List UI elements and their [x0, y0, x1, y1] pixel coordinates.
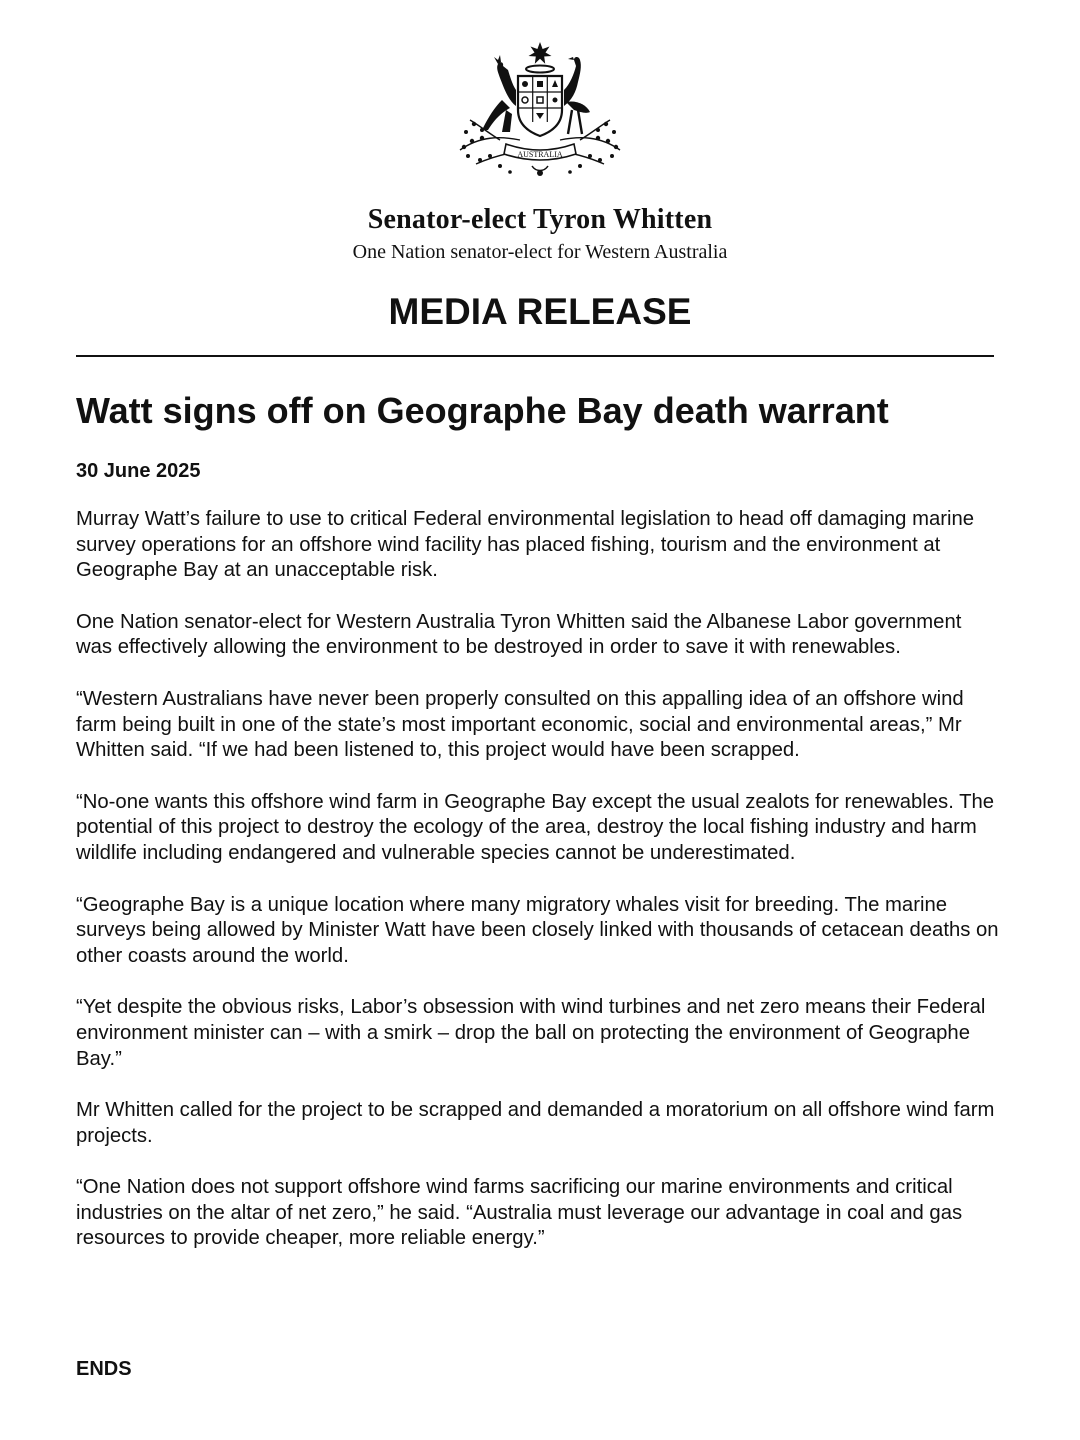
svg-text:AUSTRALIA: AUSTRALIA [517, 150, 563, 159]
body-paragraph: Murray Watt’s failure to use to critical Federal environmental legislation to head off damaging marine survey operations for an offshore wind facility has placed fishing, tourism and the environment at Geographe Bay at an unacceptable risk. [76, 508, 975, 582]
senator-role: One Nation senator-elect for Western Australia [352, 241, 728, 263]
body-text [76, 507, 1001, 1278]
body-paragraph: “Yet despite the obvious risks, Labor’s obsession with wind turbines and net zero means their Federal environment minister can – with a smirk – drop the ball on protecting the environment of Geographe Bay.” [76, 996, 986, 1070]
body-paragraph: “Geographe Bay is a unique location where many migratory whales visit for breeding. The marine surveys being allowed by Minister Watt have been closely linked with thousands of cetacean deaths on other coasts around the world. [76, 893, 999, 967]
body-paragraph: One Nation senator-elect for Western Australia Tyron Whitten said the Albanese Labor government was effectively allowing the environment to be destroyed in order to save it with renewables. [76, 610, 962, 659]
release-date: 30 June 2025 [76, 460, 201, 482]
body-paragraph: “No-one wants this offshore wind farm in Geographe Bay except the usual zealots for renewables. The potential of this project to destroy the ecology of the area, destroy the local fishing industry and harm wildlife including endangered and vulnerable species cannot be underestimated. [76, 790, 995, 864]
body-paragraph: “Western Australians have never been properly consulted on this appalling idea of an offshore wind farm being built in one of the state’s most important economic, social and environmental areas,” Mr Whitten said. “If we had been listened to, this project would have been scrapped. [76, 687, 964, 762]
document-type-label: MEDIA RELEASE [388, 291, 692, 332]
coat-of-arms-icon [440, 40, 640, 190]
headline: Watt signs off on Geographe Bay death warrant [76, 390, 889, 431]
header-divider [76, 355, 994, 357]
body-paragraph: “One Nation does not support offshore wind farms sacrificing our marine environments and critical industries on the altar of net zero,” he said. “Australia must leverage our advantage in coal and gas resources to provide cheaper, more reliable energy.” [76, 1176, 963, 1250]
ends-marker: ENDS [76, 1358, 132, 1380]
senator-name: Senator-elect Tyron Whitten [367, 204, 713, 235]
body-paragraph: Mr Whitten called for the project to be scrapped and demanded a moratorium on all offshore wind farm projects. [76, 1099, 995, 1147]
